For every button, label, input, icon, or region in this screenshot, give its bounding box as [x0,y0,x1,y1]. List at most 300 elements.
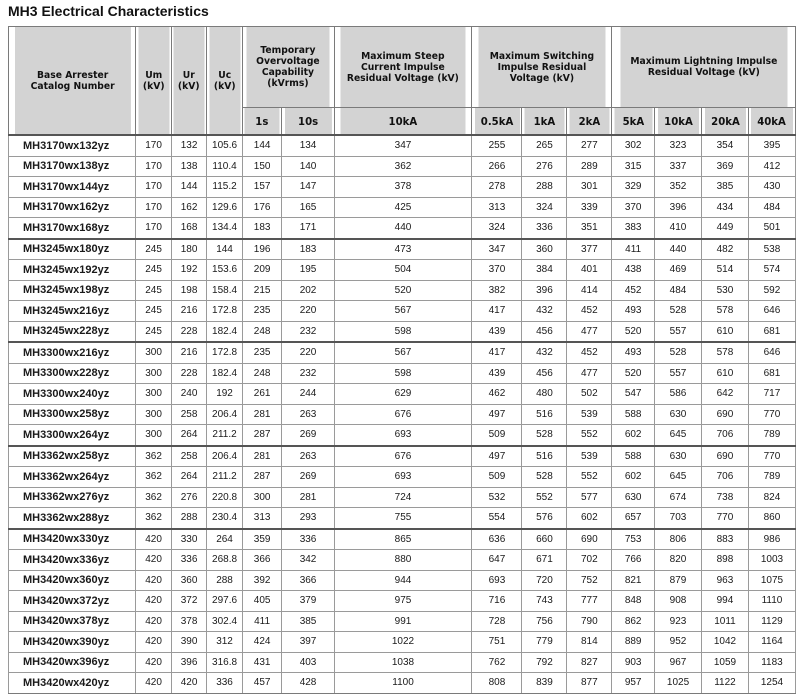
value-cell: 105.6 [207,135,242,156]
value-cell: 944 [334,570,472,591]
value-cell: 645 [655,425,702,446]
value-cell: 232 [282,363,334,384]
value-cell: 462 [472,384,522,405]
value-cell: 860 [748,508,795,529]
value-cell: 602 [567,508,612,529]
value-cell: 269 [282,425,334,446]
value-cell: 567 [334,342,472,363]
value-cell: 255 [472,135,522,156]
value-cell: 440 [334,218,472,239]
value-cell: 288 [171,508,206,529]
table-row [9,260,796,281]
value-cell: 144 [207,239,242,260]
table-row [9,550,796,571]
value-cell: 182.4 [207,363,242,384]
value-cell: 428 [282,673,334,694]
value-cell: 706 [702,425,749,446]
table-row [9,197,796,218]
catalog-number-cell: MH3362wx264yz [9,467,136,488]
value-cell: 439 [472,321,522,342]
value-cell: 1254 [748,673,795,694]
value-cell: 690 [702,446,749,467]
value-cell: 452 [567,342,612,363]
value-cell: 779 [522,632,567,653]
value-cell: 235 [242,342,282,363]
value-cell: 269 [282,467,334,488]
table-row [9,177,796,198]
value-cell: 158.4 [207,280,242,301]
value-cell: 789 [748,467,795,488]
catalog-number-cell: MH3245wx192yz [9,260,136,281]
value-cell: 1183 [748,652,795,673]
value-cell: 300 [242,487,282,508]
table-row [9,632,796,653]
value-cell: 323 [655,135,702,156]
value-cell: 390 [171,632,206,653]
value-cell: 395 [748,135,795,156]
table-row [9,404,796,425]
value-cell: 588 [612,404,655,425]
value-cell: 276 [171,487,206,508]
value-cell: 420 [136,652,171,673]
value-cell: 482 [702,239,749,260]
value-cell: 150 [242,156,282,177]
value-cell: 316.8 [207,652,242,673]
value-cell: 211.2 [207,467,242,488]
value-cell: 991 [334,611,472,632]
value-cell: 588 [612,446,655,467]
value-cell: 132 [171,135,206,156]
table-row [9,591,796,612]
value-cell: 420 [136,673,171,694]
value-cell: 278 [472,177,522,198]
value-cell: 276 [522,156,567,177]
value-cell: 903 [612,652,655,673]
value-cell: 839 [522,673,567,694]
value-cell: 134.4 [207,218,242,239]
value-cell: 198 [171,280,206,301]
value-cell: 1110 [748,591,795,612]
table-row [9,342,796,363]
value-cell: 1042 [702,632,749,653]
value-cell: 753 [612,529,655,550]
value-cell: 516 [522,446,567,467]
value-cell: 630 [612,487,655,508]
value-cell: 456 [522,363,567,384]
value-cell: 352 [655,177,702,198]
value-cell: 586 [655,384,702,405]
value-cell: 258 [171,446,206,467]
catalog-number-cell: MH3362wx276yz [9,487,136,508]
value-cell: 289 [567,156,612,177]
value-cell: 577 [567,487,612,508]
value-cell: 420 [136,591,171,612]
value-cell: 172.8 [207,342,242,363]
value-cell: 287 [242,425,282,446]
value-cell: 293 [282,508,334,529]
value-cell: 220 [282,301,334,322]
value-cell: 420 [171,673,206,694]
value-cell: 403 [282,652,334,673]
value-cell: 862 [612,611,655,632]
value-cell: 792 [522,652,567,673]
value-cell: 516 [522,404,567,425]
header-catalog: Base Arrester Catalog Number [14,27,131,136]
value-cell: 411 [612,239,655,260]
value-cell: 300 [136,342,171,363]
catalog-number-cell: MH3170wx132yz [9,135,136,156]
header-uc: Uc (kV) [208,27,241,136]
value-cell: 567 [334,301,472,322]
value-cell: 1025 [655,673,702,694]
value-cell: 671 [522,550,567,571]
value-cell: 820 [655,550,702,571]
value-cell: 366 [242,550,282,571]
value-cell: 889 [612,632,655,653]
value-cell: 183 [282,239,334,260]
catalog-number-cell: MH3170wx168yz [9,218,136,239]
catalog-number-cell: MH3300wx240yz [9,384,136,405]
value-cell: 452 [612,280,655,301]
subheader-5ka: 5kA [613,108,652,136]
value-cell: 642 [702,384,749,405]
value-cell: 385 [282,611,334,632]
value-cell: 755 [334,508,472,529]
value-cell: 264 [171,467,206,488]
value-cell: 520 [612,321,655,342]
value-cell: 497 [472,404,522,425]
value-cell: 602 [612,425,655,446]
value-cell: 417 [472,301,522,322]
value-cell: 220 [282,342,334,363]
header-lightning-impulse: Maximum Lightning Impulse Residual Voltage (kV) [619,27,788,108]
value-cell: 690 [567,529,612,550]
value-cell: 263 [282,446,334,467]
value-cell: 477 [567,321,612,342]
value-cell: 360 [522,239,567,260]
value-cell: 362 [136,508,171,529]
catalog-number-cell: MH3300wx228yz [9,363,136,384]
value-cell: 430 [748,177,795,198]
value-cell: 690 [702,404,749,425]
value-cell: 528 [655,301,702,322]
value-cell: 366 [282,570,334,591]
value-cell: 502 [567,384,612,405]
value-cell: 129.6 [207,197,242,218]
value-cell: 410 [655,218,702,239]
value-cell: 140 [282,156,334,177]
value-cell: 180 [171,239,206,260]
value-cell: 493 [612,301,655,322]
value-cell: 336 [207,673,242,694]
catalog-number-cell: MH3300wx216yz [9,342,136,363]
value-cell: 372 [171,591,206,612]
value-cell: 360 [171,570,206,591]
table-row [9,321,796,342]
value-cell: 171 [282,218,334,239]
value-cell: 957 [612,673,655,694]
value-cell: 370 [612,197,655,218]
value-cell: 245 [136,239,171,260]
value-cell: 261 [242,384,282,405]
value-cell: 351 [567,218,612,239]
catalog-number-cell: MH3362wx258yz [9,446,136,467]
value-cell: 165 [282,197,334,218]
value-cell: 397 [282,632,334,653]
value-cell: 240 [171,384,206,405]
subheader-1ka: 1kA [524,108,565,136]
value-cell: 336 [171,550,206,571]
value-cell: 681 [748,363,795,384]
value-cell: 610 [702,321,749,342]
value-cell: 438 [612,260,655,281]
value-cell: 248 [242,321,282,342]
value-cell: 501 [748,218,795,239]
value-cell: 484 [748,197,795,218]
value-cell: 281 [242,446,282,467]
value-cell: 147 [282,177,334,198]
value-cell: 336 [522,218,567,239]
value-cell: 1038 [334,652,472,673]
table-row [9,467,796,488]
value-cell: 538 [748,239,795,260]
value-cell: 520 [612,363,655,384]
value-cell: 281 [282,487,334,508]
value-cell: 432 [522,301,567,322]
value-cell: 598 [334,321,472,342]
value-cell: 738 [702,487,749,508]
value-cell: 378 [334,177,472,198]
value-cell: 434 [702,197,749,218]
value-cell: 195 [282,260,334,281]
value-cell: 405 [242,591,282,612]
value-cell: 716 [472,591,522,612]
value-cell: 313 [242,508,282,529]
value-cell: 751 [472,632,522,653]
value-cell: 880 [334,550,472,571]
value-cell: 176 [242,197,282,218]
value-cell: 248 [242,363,282,384]
value-cell: 629 [334,384,472,405]
value-cell: 770 [702,508,749,529]
table-row [9,384,796,405]
value-cell: 144 [171,177,206,198]
value-cell: 824 [748,487,795,508]
value-cell: 228 [171,363,206,384]
value-cell: 630 [655,446,702,467]
value-cell: 1059 [702,652,749,673]
value-cell: 514 [702,260,749,281]
value-cell: 923 [655,611,702,632]
value-cell: 362 [334,156,472,177]
value-cell: 202 [282,280,334,301]
value-cell: 975 [334,591,472,612]
value-cell: 552 [567,467,612,488]
value-cell: 592 [748,280,795,301]
value-cell: 268.8 [207,550,242,571]
value-cell: 574 [748,260,795,281]
value-cell: 153.6 [207,260,242,281]
value-cell: 336 [282,529,334,550]
value-cell: 302.4 [207,611,242,632]
value-cell: 244 [282,384,334,405]
value-cell: 877 [567,673,612,694]
catalog-number-cell: MH3170wx144yz [9,177,136,198]
value-cell: 770 [748,404,795,425]
value-cell: 209 [242,260,282,281]
value-cell: 477 [567,363,612,384]
table-row [9,239,796,260]
value-cell: 377 [567,239,612,260]
value-cell: 1075 [748,570,795,591]
value-cell: 288 [207,570,242,591]
value-cell: 681 [748,321,795,342]
value-cell: 315 [612,156,655,177]
value-cell: 1100 [334,673,472,694]
value-cell: 576 [522,508,567,529]
value-cell: 578 [702,342,749,363]
value-cell: 378 [171,611,206,632]
value-cell: 288 [522,177,567,198]
value-cell: 1164 [748,632,795,653]
value-cell: 532 [472,487,522,508]
value-cell: 484 [655,280,702,301]
value-cell: 370 [472,260,522,281]
value-cell: 480 [522,384,567,405]
value-cell: 420 [136,570,171,591]
value-cell: 347 [334,135,472,156]
value-cell: 552 [522,487,567,508]
value-cell: 539 [567,446,612,467]
value-cell: 362 [136,446,171,467]
value-cell: 756 [522,611,567,632]
value-cell: 301 [567,177,612,198]
value-cell: 382 [472,280,522,301]
table-row [9,487,796,508]
value-cell: 473 [334,239,472,260]
value-cell: 456 [522,321,567,342]
value-cell: 647 [472,550,522,571]
value-cell: 967 [655,652,702,673]
header-ur: Ur (kV) [173,27,206,136]
value-cell: 412 [748,156,795,177]
value-cell: 703 [655,508,702,529]
value-cell: 1003 [748,550,795,571]
value-cell: 717 [748,384,795,405]
table-row [9,363,796,384]
value-cell: 263 [282,404,334,425]
subheader-40ka: 40kA [750,108,793,136]
value-cell: 557 [655,363,702,384]
catalog-number-cell: MH3420wx378yz [9,611,136,632]
value-cell: 424 [242,632,282,653]
value-cell: 743 [522,591,567,612]
value-cell: 452 [567,301,612,322]
value-cell: 994 [702,591,749,612]
value-cell: 287 [242,467,282,488]
value-cell: 630 [655,404,702,425]
catalog-number-cell: MH3420wx396yz [9,652,136,673]
value-cell: 302 [612,135,655,156]
catalog-number-cell: MH3245wx180yz [9,239,136,260]
value-cell: 504 [334,260,472,281]
table-row [9,446,796,467]
value-cell: 312 [207,632,242,653]
value-cell: 300 [136,363,171,384]
value-cell: 883 [702,529,749,550]
electrical-characteristics-table [8,26,796,694]
value-cell: 827 [567,652,612,673]
subheader-steep-10ka: 10kA [340,108,467,136]
header-temporary-overvoltage: Temporary Overvoltage Capability (kVrms) [246,27,330,108]
value-cell: 281 [242,404,282,425]
value-cell: 417 [472,342,522,363]
value-cell: 324 [522,197,567,218]
value-cell: 134 [282,135,334,156]
value-cell: 401 [567,260,612,281]
value-cell: 848 [612,591,655,612]
value-cell: 509 [472,467,522,488]
value-cell: 297.6 [207,591,242,612]
value-cell: 235 [242,301,282,322]
value-cell: 789 [748,425,795,446]
value-cell: 162 [171,197,206,218]
value-cell: 170 [136,218,171,239]
value-cell: 693 [334,425,472,446]
value-cell: 385 [702,177,749,198]
value-cell: 396 [171,652,206,673]
catalog-number-cell: MH3245wx216yz [9,301,136,322]
value-cell: 362 [136,487,171,508]
value-cell: 645 [655,467,702,488]
value-cell: 752 [567,570,612,591]
value-cell: 313 [472,197,522,218]
value-cell: 192 [171,260,206,281]
value-cell: 547 [612,384,655,405]
value-cell: 264 [171,425,206,446]
value-cell: 384 [522,260,567,281]
catalog-number-cell: MH3420wx420yz [9,673,136,694]
value-cell: 724 [334,487,472,508]
value-cell: 1122 [702,673,749,694]
table-body [9,135,796,693]
value-cell: 337 [655,156,702,177]
table-row [9,218,796,239]
value-cell: 646 [748,342,795,363]
value-cell: 347 [472,239,522,260]
value-cell: 265 [522,135,567,156]
value-cell: 449 [702,218,749,239]
subheader-lightning-10ka: 10kA [656,108,699,136]
value-cell: 206.4 [207,446,242,467]
value-cell: 170 [136,135,171,156]
table-row [9,425,796,446]
value-cell: 232 [282,321,334,342]
header-um: Um (kV) [137,27,170,136]
value-cell: 702 [567,550,612,571]
catalog-number-cell: MH3245wx198yz [9,280,136,301]
value-cell: 170 [136,177,171,198]
value-cell: 509 [472,425,522,446]
value-cell: 766 [612,550,655,571]
catalog-number-cell: MH3170wx162yz [9,197,136,218]
value-cell: 324 [472,218,522,239]
value-cell: 396 [522,280,567,301]
value-cell: 300 [136,384,171,405]
value-cell: 610 [702,363,749,384]
value-cell: 728 [472,611,522,632]
value-cell: 770 [748,446,795,467]
